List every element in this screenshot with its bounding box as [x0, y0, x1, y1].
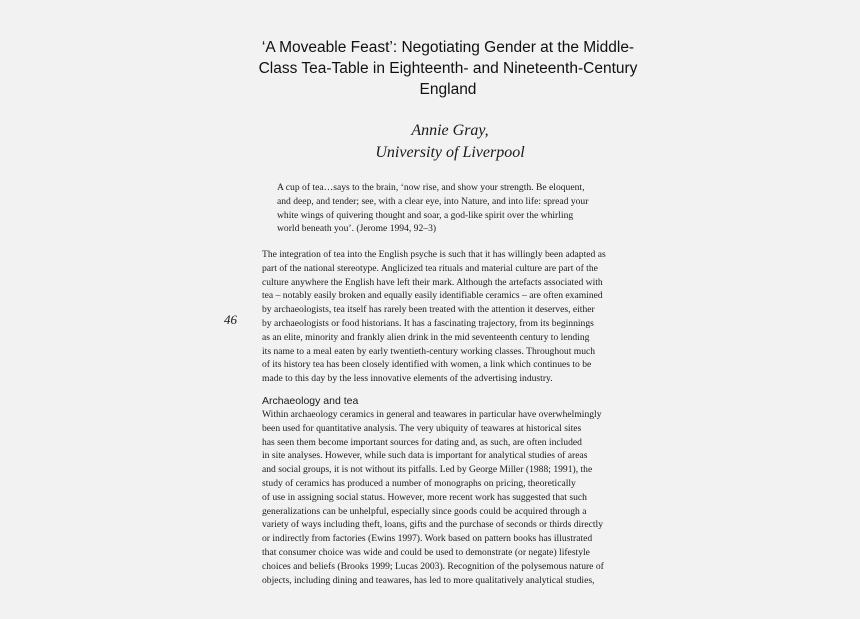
paragraph-intro — [262, 248, 632, 386]
paragraph-archaeology — [262, 408, 632, 587]
epigraph-line: and deep, and tender; see, with a clear eye, into Nature, and into life: spread your — [277, 195, 589, 207]
author-affiliation: University of Liverpool — [375, 144, 525, 161]
paragraph-line: or indirectly from factories (Ewins 1997). Work based on pattern books has illustrated — [262, 533, 593, 545]
author-block — [300, 120, 600, 164]
author-name: Annie Gray, — [411, 122, 489, 139]
paragraph-line: of its history tea has been closely identified with women, a link which continues to be — [262, 359, 592, 371]
paragraph-line: by archaeologists, tea itself has rarely been treated with the attention it deserves, either — [262, 304, 595, 316]
paragraph-line: tea – notably easily broken and equally easily identifiable ceramics – are often examined — [262, 290, 603, 302]
paragraph-line: variety of ways including theft, loans, gifts and the purchase of seconds or thirds directly — [262, 519, 604, 531]
paragraph-line: in site analyses. However, while such data is important for analytical studies of areas — [262, 450, 588, 462]
title-line: Class Tea-Table in Eighteenth- and Nineteenth-Century — [258, 60, 638, 77]
epigraph-line: A cup of tea…says to the brain, ‘now rise, and show your strength. Be eloquent, — [277, 182, 585, 193]
paragraph-line: culture anywhere the English have left their mark. Although the artefacts associated with — [262, 276, 603, 288]
paragraph-line: objects, including dining and teawares, has led to more qualitatively analytical studies, — [262, 574, 595, 586]
epigraph-quote — [277, 181, 622, 236]
epigraph-line: world beneath you’. (Jerome 1994, 92–3) — [277, 223, 437, 235]
paragraph-line: and social groups, it is not without its pitfalls. Led by George Miller (1988; 1991), the — [262, 464, 593, 476]
paragraph-line: part of the national stereotype. Anglicized tea rituals and material culture are part of the — [262, 262, 598, 274]
paragraph-line: generalizations can be unhelpful, especially since goods could be acquired through a — [262, 505, 587, 517]
paragraph-line: that consumer choice was wide and could be used to demonstrate (or negate) lifestyle — [262, 546, 590, 558]
epigraph-line: white wings of quivering thought and soar, a god-like spirit over the whirling — [277, 209, 574, 221]
paragraph-line: study of ceramics has produced a number of monographs on pricing, theoretically — [262, 477, 576, 489]
paragraph-line: as an elite, minority and frankly alien drink in the mid seventeenth century to lending — [262, 331, 590, 343]
paragraph-line: The integration of tea into the English psyche is such that it has willingly been adapted as — [262, 249, 606, 260]
paragraph-line: of use in assigning social status. However, more recent work has suggested that such — [262, 491, 587, 503]
paragraph-line: by archaeologists or food historians. It has a fascinating trajectory, from its beginnings — [262, 317, 594, 329]
page-number: 46 — [224, 312, 237, 327]
paragraph-line: Within archaeology ceramics in general and teawares in particular have overwhelmingly — [262, 409, 602, 420]
article-title — [230, 37, 666, 100]
title-line: ‘A Moveable Feast’: Negotiating Gender at the Middle- — [261, 39, 635, 56]
paragraph-line: choices and beliefs (Brooks 1999; Lucas 2003). Recognition of the polysemous nature of — [262, 560, 604, 572]
paragraph-line: been used for quantitative analysis. The very ubiquity of teawares at historical sites — [262, 422, 582, 434]
paragraph-line: has seen them become important sources for dating and, as such, are often included — [262, 436, 582, 448]
paragraph-line: its name to a meal eaten by early twentieth-century working classes. Throughout much — [262, 345, 596, 357]
section-heading: Archaeology and tea — [262, 395, 359, 407]
paragraph-line: made to this day by the less innovative elements of the advertising industry. — [262, 373, 553, 385]
title-line: England — [419, 81, 477, 98]
